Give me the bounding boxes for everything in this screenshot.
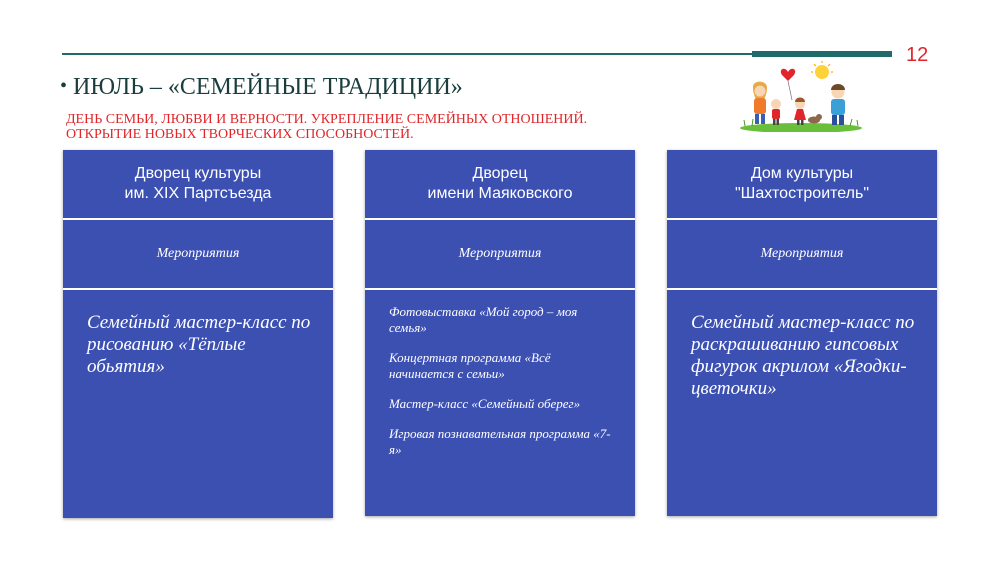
column-body — [63, 290, 333, 388]
header-divider-line — [62, 53, 784, 55]
column-card-mayakovsky — [365, 150, 635, 516]
page-number: 12 — [906, 44, 929, 66]
column-header-line: Дом культуры — [750, 165, 854, 182]
column-header-line: "Шахтостроитель" — [734, 185, 870, 202]
page-title — [60, 74, 463, 101]
page-title-text: ИЮЛЬ – «СЕМЕЙНЫЕ ТРАДИЦИИ» — [73, 74, 463, 100]
column-body — [365, 290, 635, 482]
event-item: Семейный мастер-класс по рисованию «Тёплые обьятия» — [87, 312, 311, 377]
column-header-line: им. XIX Партсъезда — [124, 185, 272, 202]
column-subheader: Мероприятия — [63, 220, 333, 290]
column-header-line: Дворец культуры — [134, 165, 262, 182]
column-header — [63, 150, 333, 220]
column-card-dk-xix — [63, 150, 333, 518]
header-accent-bar — [752, 51, 892, 57]
event-item: Мастер-класс «Семейный оберег» — [389, 396, 581, 411]
column-subheader: Мероприятия — [365, 220, 635, 290]
event-item: Семейный мастер-класс по раскрашиванию гипсовых фигурок акрилом «Ягодки-цветочки» — [691, 312, 915, 399]
family-illustration — [740, 60, 862, 132]
event-item: Фотовыставка «Мой город – моя семья» — [389, 304, 578, 335]
event-item: Игровая познавательная программа «7-я» — [389, 426, 611, 457]
column-card-shakhtostroitel — [667, 150, 937, 516]
event-item: Концертная программа «Всё начинается с семьи» — [389, 350, 551, 381]
subtitle-line: ОТКРЫТИЕ НОВЫХ ТВОРЧЕСКИХ СПОСОБНОСТЕЙ. — [66, 127, 414, 142]
column-header — [365, 150, 635, 220]
column-header-line: имени Маяковского — [427, 185, 573, 202]
column-header — [667, 150, 937, 220]
bullet-icon: • — [60, 75, 68, 97]
column-body — [667, 290, 937, 410]
page-subtitle — [66, 112, 746, 142]
column-header-line: Дворец — [472, 165, 528, 182]
column-subheader: Мероприятия — [667, 220, 937, 290]
subtitle-line: ДЕНЬ СЕМЬИ, ЛЮБВИ И ВЕРНОСТИ. УКРЕПЛЕНИЕ СЕМЕЙНЫХ ОТНОШЕНИЙ. — [66, 112, 588, 127]
